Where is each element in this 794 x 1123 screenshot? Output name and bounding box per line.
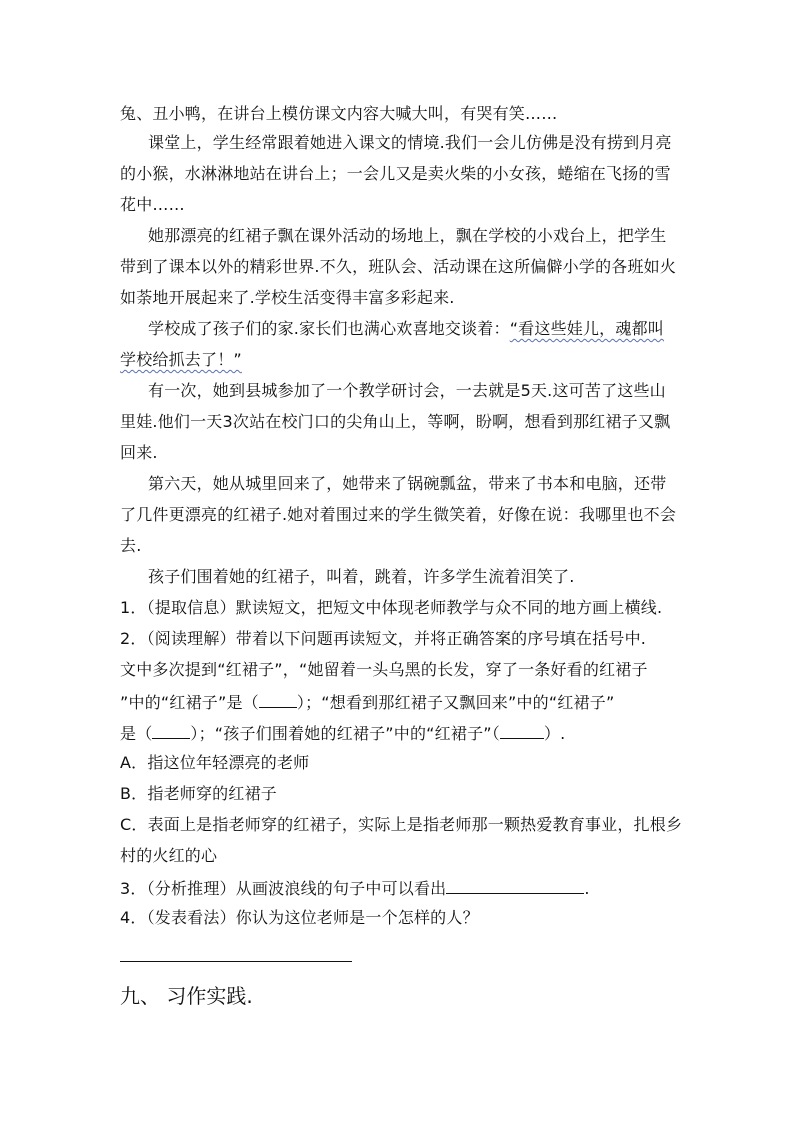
question-4: 4．（发表看法）你认为这位老师是一个怎样的人？ xyxy=(120,908,479,927)
passage-line: 如荼地开展起来了.学校生活变得丰富多彩起来. xyxy=(120,288,455,307)
passage-line xyxy=(120,350,242,370)
passage-line: 兔、丑小鸭，在讲台上模仿课文内容大喊大叫，有哭有笑…… xyxy=(120,104,558,123)
option-c: C．表面上是指老师穿的红裙子，实际上是指老师那一颗热爱教育事业，扎根乡 xyxy=(120,815,683,834)
passage-line: 第六天，她从城里回来了，她带来了锅碗瓢盆，带来了书本和电脑，还带 xyxy=(148,474,667,493)
question-text: 3．（分析推理）从画波浪线的句子中可以看出 xyxy=(120,879,447,898)
question-2: 2．（阅读理解）带着以下问题再读短文，并将正确答案的序号填在括号中. xyxy=(120,629,647,648)
passage-line: 课堂上，学生经常跟着她进入课文的情境.我们一会儿仿佛是没有捞到月亮 xyxy=(148,133,672,152)
passage-line: 了几件更漂亮的红裙子.她对着围过来的学生微笑着，好像在说：我哪里也不会 xyxy=(120,505,677,524)
passage-line: 孩子们围着她的红裙子，叫着，跳着，许多学生流着泪笑了. xyxy=(148,567,575,586)
question-text: ）；“想看到那红裙子又飘回来”中的“红裙子” xyxy=(296,693,615,712)
answer-blank[interactable] xyxy=(446,877,584,894)
passage-line: 带到了课本以外的精彩世界.不久，班队会、活动课在这所偏僻小学的各班如火 xyxy=(120,257,677,276)
question-text: ）. xyxy=(543,724,566,743)
passage-line: 去. xyxy=(120,536,142,555)
question-text: 是（ xyxy=(120,724,153,743)
option-b: B．指老师穿的红裙子 xyxy=(120,784,277,803)
answer-line[interactable] xyxy=(120,961,352,962)
passage-line: 回来. xyxy=(120,443,158,462)
question-text: ）；“孩子们围着她的红裙子”中的“红裙子”（ xyxy=(190,724,500,743)
question-2-text xyxy=(120,722,565,744)
question-2-text: 文中多次提到“红裙子”，“她留着一头乌黑的长发，穿了一条好看的红裙子 xyxy=(120,660,648,679)
question-2-text xyxy=(120,691,614,713)
passage-line: 的小猴，水淋淋地站在讲台上；一会儿又是卖火柴的小女孩，蜷缩在飞扬的雪 xyxy=(120,164,671,183)
passage-text: 学校成了孩子们的家.家长们也满心欢喜地交谈着： xyxy=(148,319,510,338)
wavy-underlined-quote: 学校给抓去了！” xyxy=(120,350,242,369)
passage-line: 花中…… xyxy=(120,195,185,214)
question-3 xyxy=(120,877,590,899)
answer-blank[interactable] xyxy=(259,691,297,708)
question-text: . xyxy=(584,879,590,898)
passage-line: 里娃.他们一天3次站在校门口的尖角山上，等啊，盼啊，想看到那红裙子又飘 xyxy=(120,412,671,431)
question-1: 1．（提取信息）默读短文，把短文中体现老师教学与众不同的地方画上横线. xyxy=(120,598,663,617)
passage-line: 有一次，她到县城参加了一个教学研讨会，一去就是5天.这可苦了这些山 xyxy=(148,381,666,400)
question-text: ”中的“红裙子”是（ xyxy=(120,693,259,712)
option-c: 村的火红的心 xyxy=(120,846,218,865)
passage-line xyxy=(148,319,664,339)
answer-blank[interactable] xyxy=(152,722,190,739)
answer-blank[interactable] xyxy=(500,722,544,739)
option-a: A．指这位年轻漂亮的老师 xyxy=(120,753,310,772)
passage-line: 她那漂亮的红裙子飘在课外活动的场地上，飘在学校的小戏台上，把学生 xyxy=(148,226,667,245)
section-heading: 九、 习作实践. xyxy=(120,984,253,1008)
wavy-underlined-quote: “看这些娃儿，魂都叫 xyxy=(509,319,664,338)
